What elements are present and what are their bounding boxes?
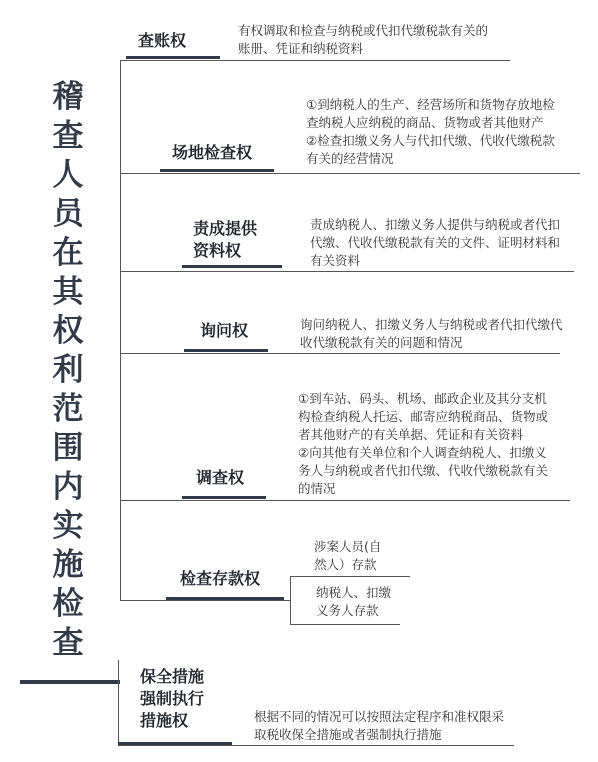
branch-label-site: 场地检查权	[172, 143, 253, 162]
deposit-bracket-vertical	[290, 576, 291, 624]
branch-desc-materials: 责成纳税人、扣缴义务人提供与纳税或者代扣 代缴、代收代缴税款有关的文件、证明材料和 有关资料	[310, 217, 561, 268]
bottom-connector	[118, 660, 119, 746]
branch-desc-audit: 有权调取和检查与纳税或代扣代缴税款有关的 账册、凭证和纳税资料	[238, 23, 489, 56]
branch-label-materials: 责成提供 资料权	[193, 219, 258, 260]
branch-label-inquiry: 询问权	[200, 321, 249, 340]
branch-rule-investigation	[182, 496, 266, 499]
branch-rule-inquiry	[184, 349, 268, 352]
deposit-bracket-bottom	[290, 624, 400, 625]
branch-divider-investigation	[120, 500, 570, 501]
branch-label-deposit: 检查存款权	[180, 569, 261, 588]
branch-label-investigation: 调查权	[196, 468, 245, 487]
main-connector	[120, 60, 121, 600]
branch-divider-deposit	[120, 600, 290, 601]
main-title: 稽查人员在其权利范围内实施检查	[52, 79, 84, 661]
bottom-branch-desc: 根据不同的情况可以按照法定程序和准权限采 取税收保全措施或者强制执行措施	[254, 709, 505, 742]
branch-divider-inquiry	[120, 353, 560, 354]
deposit-item-taxpayer: 纳税人、扣缴 义务人存款	[316, 585, 392, 618]
branch-rule-site	[160, 169, 274, 172]
branch-desc-investigation: ①到车站、码头、机场、邮政企业及其分支机 构检查纳税人托运、邮寄应纳税商品、货物或 者其他财产的有关单据、凭证和有关资料 ②向其他有关单位和个人调查纳税人、扣缴义 务人与纳税或者代扣代缴、代收代缴税款有关 的情况	[298, 391, 549, 496]
bottom-branch-label: 保全措施 强制执行 措施权	[140, 667, 205, 730]
branch-desc-site: ①到纳税人的生产、经营场所和货物存放地检 查纳税人应纳税的商品、货物或者其他财产 ②检查扣缴义务人与代扣代缴、代收代缴税款 有关的经营情况	[306, 97, 555, 166]
deposit-bracket-top	[290, 576, 410, 577]
branch-divider-audit	[120, 60, 510, 61]
branch-label-audit: 查账权	[138, 31, 187, 50]
title-base-bar	[20, 680, 120, 684]
branch-rule-materials	[182, 265, 282, 268]
branch-divider-site	[120, 173, 580, 174]
branch-rule-audit	[126, 56, 220, 59]
branch-divider-materials	[120, 271, 574, 272]
branch-desc-inquiry: 询问纳税人、扣缴义务人与纳税或者代扣代缴代 收代缴税款有关的问题和情况	[300, 317, 563, 350]
deposit-item-suspect: 涉案人员(自 然人）存款	[314, 539, 382, 572]
bottom-branch-divider	[118, 745, 514, 746]
